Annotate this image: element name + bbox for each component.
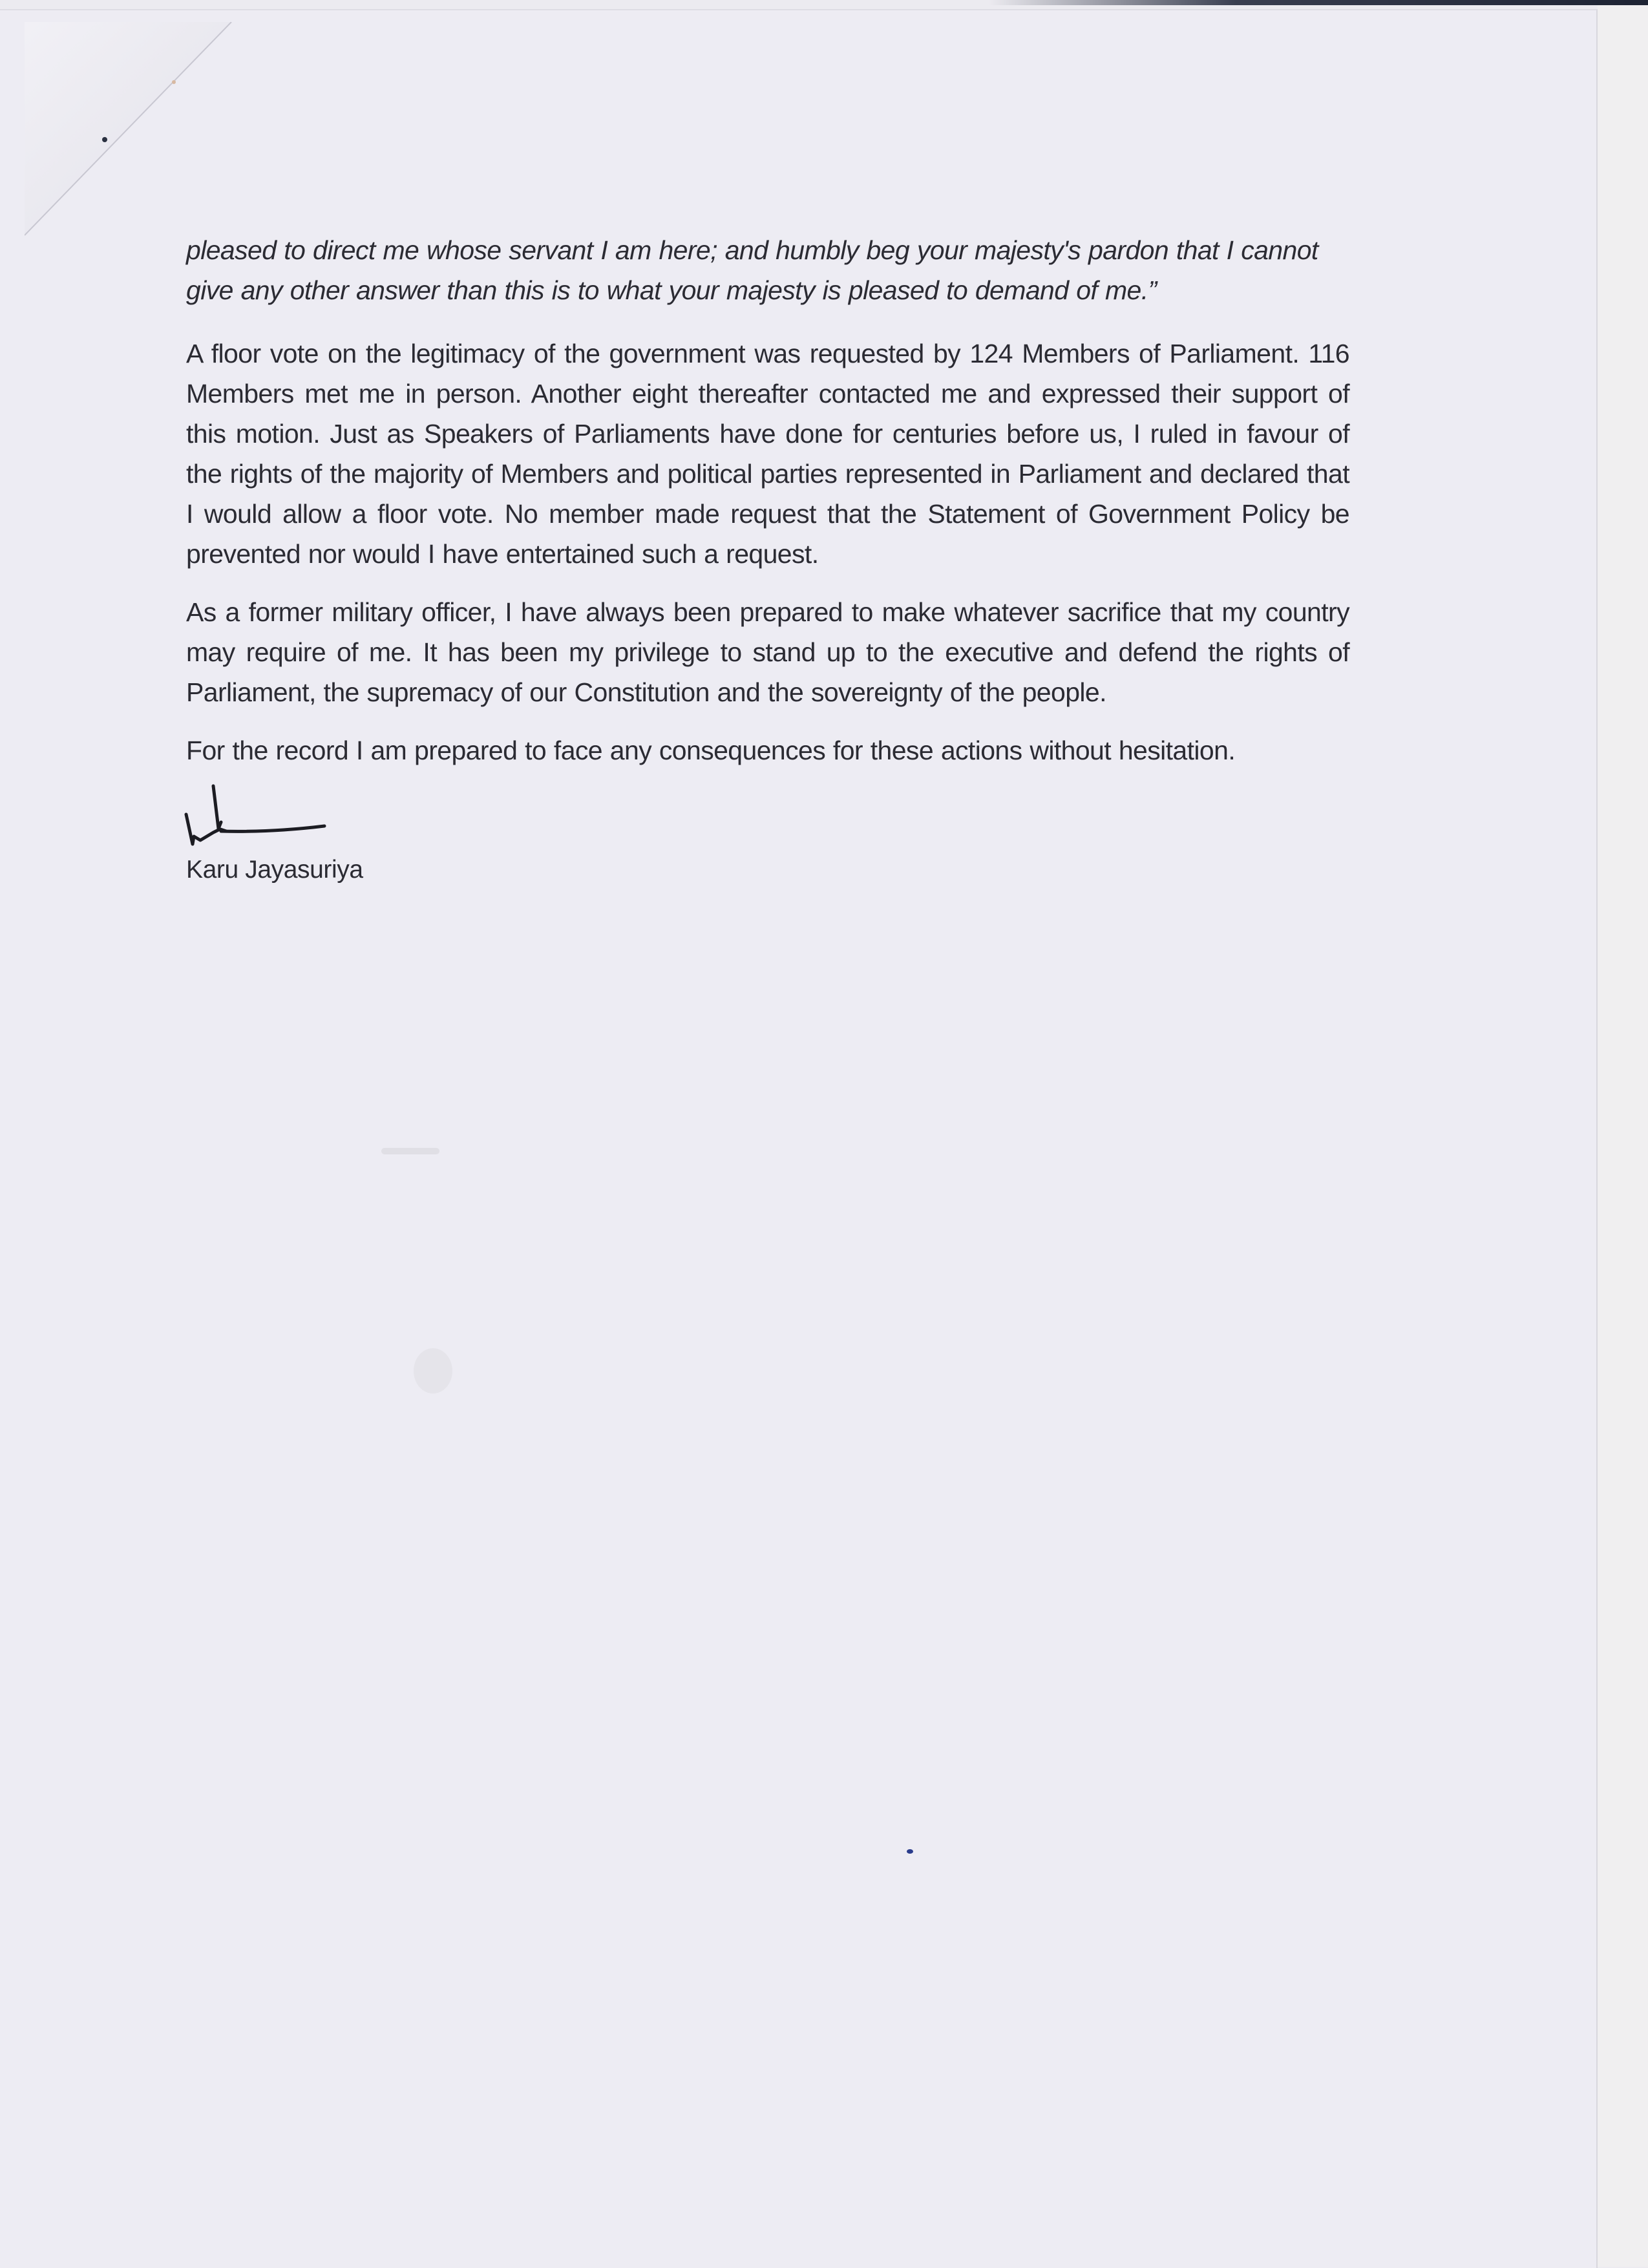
scan-speck bbox=[907, 1849, 913, 1854]
folded-corner-icon bbox=[25, 22, 238, 242]
quoted-passage: pleased to direct me whose servant I am here; and humbly beg your majesty's pardon that I cannot give any other answer than this is to what your majesty is pleased to demand of me.” bbox=[186, 235, 1318, 305]
scan-speck bbox=[414, 1348, 452, 1394]
paragraph-for-the-record: For the record I am prepared to face any consequences for these actions without hesitation. bbox=[186, 736, 1236, 765]
underlying-sheet-edge bbox=[1598, 5, 1648, 2267]
scan-speck bbox=[102, 137, 107, 142]
scan-speck bbox=[172, 80, 176, 84]
paragraph-military-officer: As a former military officer, I have always been prepared to make whatever sacrifice that my country may require of me. It has been my privilege to stand up to the executive and defend the rights of Parliament, the supremacy of our Constitution and the sovereignty of the people. bbox=[186, 597, 1349, 707]
handwritten-signature-icon bbox=[181, 777, 330, 848]
paragraph-floor-vote: A floor vote on the legitimacy of the government was requested by 124 Members of Parliament. 116 Members met me in person. Another eight thereafter contacted me and expressed their support of this motion. Just as Speakers of Parliaments have done for centuries before us, I ruled in favour of the rights of the majority of Members and political parties represented in Parliament and declared that I would allow a floor vote. No member made request that the Statement of Government Policy be prevented nor would I have entertained such a request. bbox=[186, 339, 1349, 569]
signatory-name: Karu Jayasuriya bbox=[186, 856, 363, 884]
letter-body bbox=[186, 230, 1349, 887]
scanner-edge bbox=[0, 0, 1648, 5]
scan-speck bbox=[381, 1148, 439, 1154]
